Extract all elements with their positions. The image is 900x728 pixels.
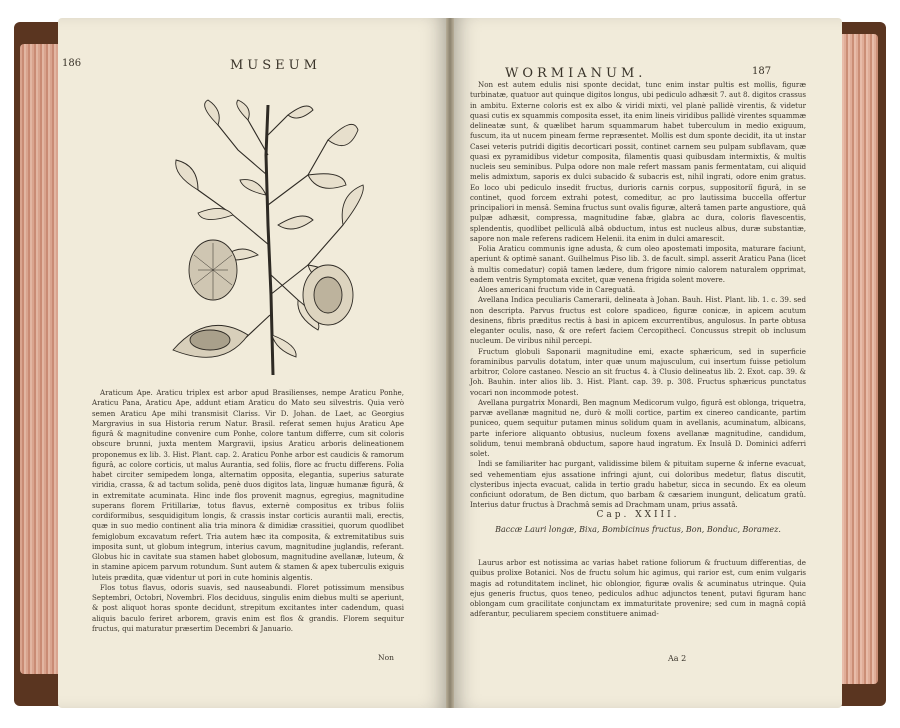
- left-running-head: MUSEUM: [230, 58, 321, 73]
- right-page-text: [470, 80, 806, 511]
- chapter-paragraph: Laurus arbor est notissima ac varias habet ratione foliorum & fructuum differentias, de quibus prolixe Botanici. Nos de fructu solum hic agimus, qui rarior est, cum enim vulgaris magis ad rotunditatem inclinet, hic oblongior, figuræ ovalis & acuminatus utrinque. Quia ejus generis fructus, quos teneo, pediculos adhuc adjunctos tenent, putavi figuram hanc oblongam cum gracilitate conjunctam ex immaturitate provenire; sed cum in magnâ copiâ adferantur, peculiarem speciem constituere animad-: [470, 558, 806, 619]
- right-running-head: WORMIANUM.: [505, 66, 647, 81]
- right-paragraph-5: Fructum globuli Saponarii magnitudine emi, exacte sphæricum, sed in superficie foraminibus parvulis dotatum, inter quæ unum majusculum, cui insertum fuisse petiolum arbitror, Colore castaneo. Nescio an sit fructus 4. à Clusio delineatus lib. 2. Exot. cap. 39. & Joh. Bauhin. inter alios lib. 3. Hist. Plant. cap. 39. p. 308. Fructus sphæricus punctatus vocari non incommode potest.: [470, 346, 806, 397]
- right-paragraph-3: Aloes americani fructum vide in Careguatâ.: [478, 285, 636, 294]
- chapter-subtitle: Baccæ Lauri longæ, Bixa, Bombicinus fructus, Bon, Bonduc, Boramez.: [495, 525, 781, 534]
- right-paragraph-7: Indi se familiariter hac purgant, validissime bilem & pituitam superne & inferne evacuat, sed vehementiam ejus assatione infringi ajunt, cui doloribus medetur, flatus discutit, clysteribus injecta evacuat, calida in tertio gradu habetur, sicca in secundo. Ex ea oleum conficiunt odoratum, de Ben dictum, quo barbam & cæsariem inungunt, delicatum gratû. Interius datur fructus à Drachmâ semis ad Drachmam unam, prius assatâ.: [470, 459, 806, 510]
- left-paragraph-2: Flos totus flavus, odoris suavis, sed nauseabundi. Floret potissimum mensibus Septembri, Octobri, Novembri. Flos deciduus, singulis enim diebus multi se aperiunt, & post aliquot horas sponte decidunt, strepitum excitantes inter cadendum, quasi aliquis baculo feriret arborem, gravis enim est flos & grandis. Florem sequitur fructus, qui maturatur præsertim Decembri & Januario.: [92, 582, 404, 633]
- book-gutter: [446, 18, 454, 708]
- left-page-number: 186: [62, 58, 82, 69]
- right-paragraph-6: Avellana purgatrix Monardi, Ben magnum Medicorum vulgo, figurâ est oblonga, triquetra, parvæ avellanæ magnitud ne, durò & molli cortice, partim ex cinereo candicante, partim puniceo, quem sequitur putamen minus solidum quam in avellanis, acuminatum, albicans, parte inferiore aliquanto obtusius, nucleum foxens avellanæ magnitudine, candidum, solidum, tenui membranâ obductum, sapore haud ingratum. Ex Insulâ D. Dominici adferri solet.: [470, 397, 806, 458]
- right-paragraph-2: Folia Araticu communis igne adusta, & cum oleo apostemati imposita, maturare faciunt, aperiunt & optimè sanant. Guilhelmus Piso lib. 3. de facult. simpl. asserit Araticu Pana (licet à multis comedatur) copiâ tamen lædere, dum frigore nimio calorem naturalem opprimat, eadem ventris Symptomata excitet, quæ venena frigida solent movere.: [470, 244, 806, 284]
- right-paragraph-4: Avellana Indica peculiaris Camerarii, delineata à Johan. Bauh. Hist. Plant. lib. 1. c. 39. sed non descripta. Parvus fructus est colore spadiceo, figuræ conicæ, in apicem acutum desinens, fibris præditus rectis à basi in apicem excurrentibus, angulosus. In parte obtusa eleganter oculis, naso, & ore refert faciem Cercopithecî. Concussus strepit ob inclusum nucleum. De viribus nihil percepi.: [470, 295, 806, 346]
- chapter-title: Cap. XXIII.: [596, 510, 680, 520]
- left-paragraph-1: Araticum Ape. Araticu triplex est arbor apud Brasilienses, nempe Araticu Ponhe, Araticu Pana, Araticu Ape, addunt etiam Araticu do Mato seu silvestris. Quia verò semen Araticu Ape mihi transmisit Clariss. Vir D. Johan. de Laet, ac Georgius Margravius in sua Historia rerum Natur. Brasil. referat semen hujus Araticu Ape figurâ & magnitudine convenire cum Ponhe, colore tantum differre, cum sit coloris obscure brunni, juxta mentem Margravii, ipsius Araticu arboris delineationem proponemus ex lib. 3. Hist. Plant. cap. 2. Araticu Ponhe arbor est caudicis & ramorum figurâ, ac colore corticis, ut malus Aurantia, sed foliis, flore ac fructu differens. Folia habet circiter semipedem longa, alternatim opposita, elegantia, superius saturate viridia, crassa, & ad tactum solida, penè duos digitos lata, linguæ humanæ figurâ, & in extremitate acuminata. Hinc inde flos provenit magnus, egregius, magnitudine superans florem Fritillariæ, totus flavus, externè compositus ex tribus foliis cordiformibus, sesquidigitum longis, & crassis instar corticis aurantii mali, erectis, quæ in suo medio continent alia tria minora & dimidiæ crassitiei, quorum quodlibet femiglobum excavatum refert. Tria autem hæc ita composita, & extremitatibus suis imposita sunt, ut globum integrum, interius cavum, magnitudine juglandis, referant. Globus hic in cavitate sua stamen habet globosum, magnitudine avellanæ, luteum, & in stamine apicem parvum rotundum. Sunt autem & stamen & apex tuberculis exiguis luteis prædita, quæ videntur ut pori in cute hominis algentis.: [92, 388, 404, 582]
- left-page-text: [92, 388, 404, 634]
- right-page-number: 187: [752, 66, 772, 77]
- right-signature-mark: Aa 2: [668, 654, 687, 663]
- chapter-heading: [470, 510, 806, 535]
- left-catchword: Non: [378, 653, 394, 662]
- right-paragraph-1: Non est autem edulis nisi sponte decidat, tunc enim instar pultis est mollis, figuræ turbinatæ, quatuor aut quinque digitos longus, ubi pediculo adhæsit 7. aut 8. digitos crassus in ambitu. Externe coloris est ex albo & viridi mixti, vel planè pallidè virentis, & videtur quasi cutis ex squammis composita esset, ita enim lineis viridibus pallidè virentes squammæ delineatæ sunt, & quælibet harum squammarum habet tuberculum in medio exiguum, fuscum, ita ut nucem pineam ferme repræsentet. Mollis est dum sponte decidit, ita ut instar Casei veteris putridi digitis decorticari possit, continet carnem seu pulpam subflavam, quæ quasi ex pyramidibus videtur composita, filamentis quasi quibusdam intermixtis, & multis nucleis seu seminibus. Pulpa odore non male refert massam panis fermentatam, cui aliquid melis admixtum, saporis ex dulci subacido & subacris est, nihil ingrati, odore enim gratus. Eo loco ubi pediculo insedit fructus, durioris carnis corpus, suppositoriî figurâ, in se continet, quod forcem extrahi potest, comeditur, ac pro lautissima buccella offertur principaliori in mensâ. Semina fructus sunt ovalis figuræ, alterâ tamen parte angustiore, quâ pulpæ adhæsit, compressa, magnitudine fabæ, glabra ac dura, coloris flavescentis, splendentis, quodlibet pelliculâ albâ obductum, intus est nucleus albus, duræ substantiæ, sapore non male referens radicem Helenii. ita enim in dulci amarescit.: [470, 80, 806, 243]
- chapter-text: [470, 558, 806, 620]
- page-edges-right: [838, 34, 878, 684]
- araticum-plant-illustration: [168, 95, 368, 380]
